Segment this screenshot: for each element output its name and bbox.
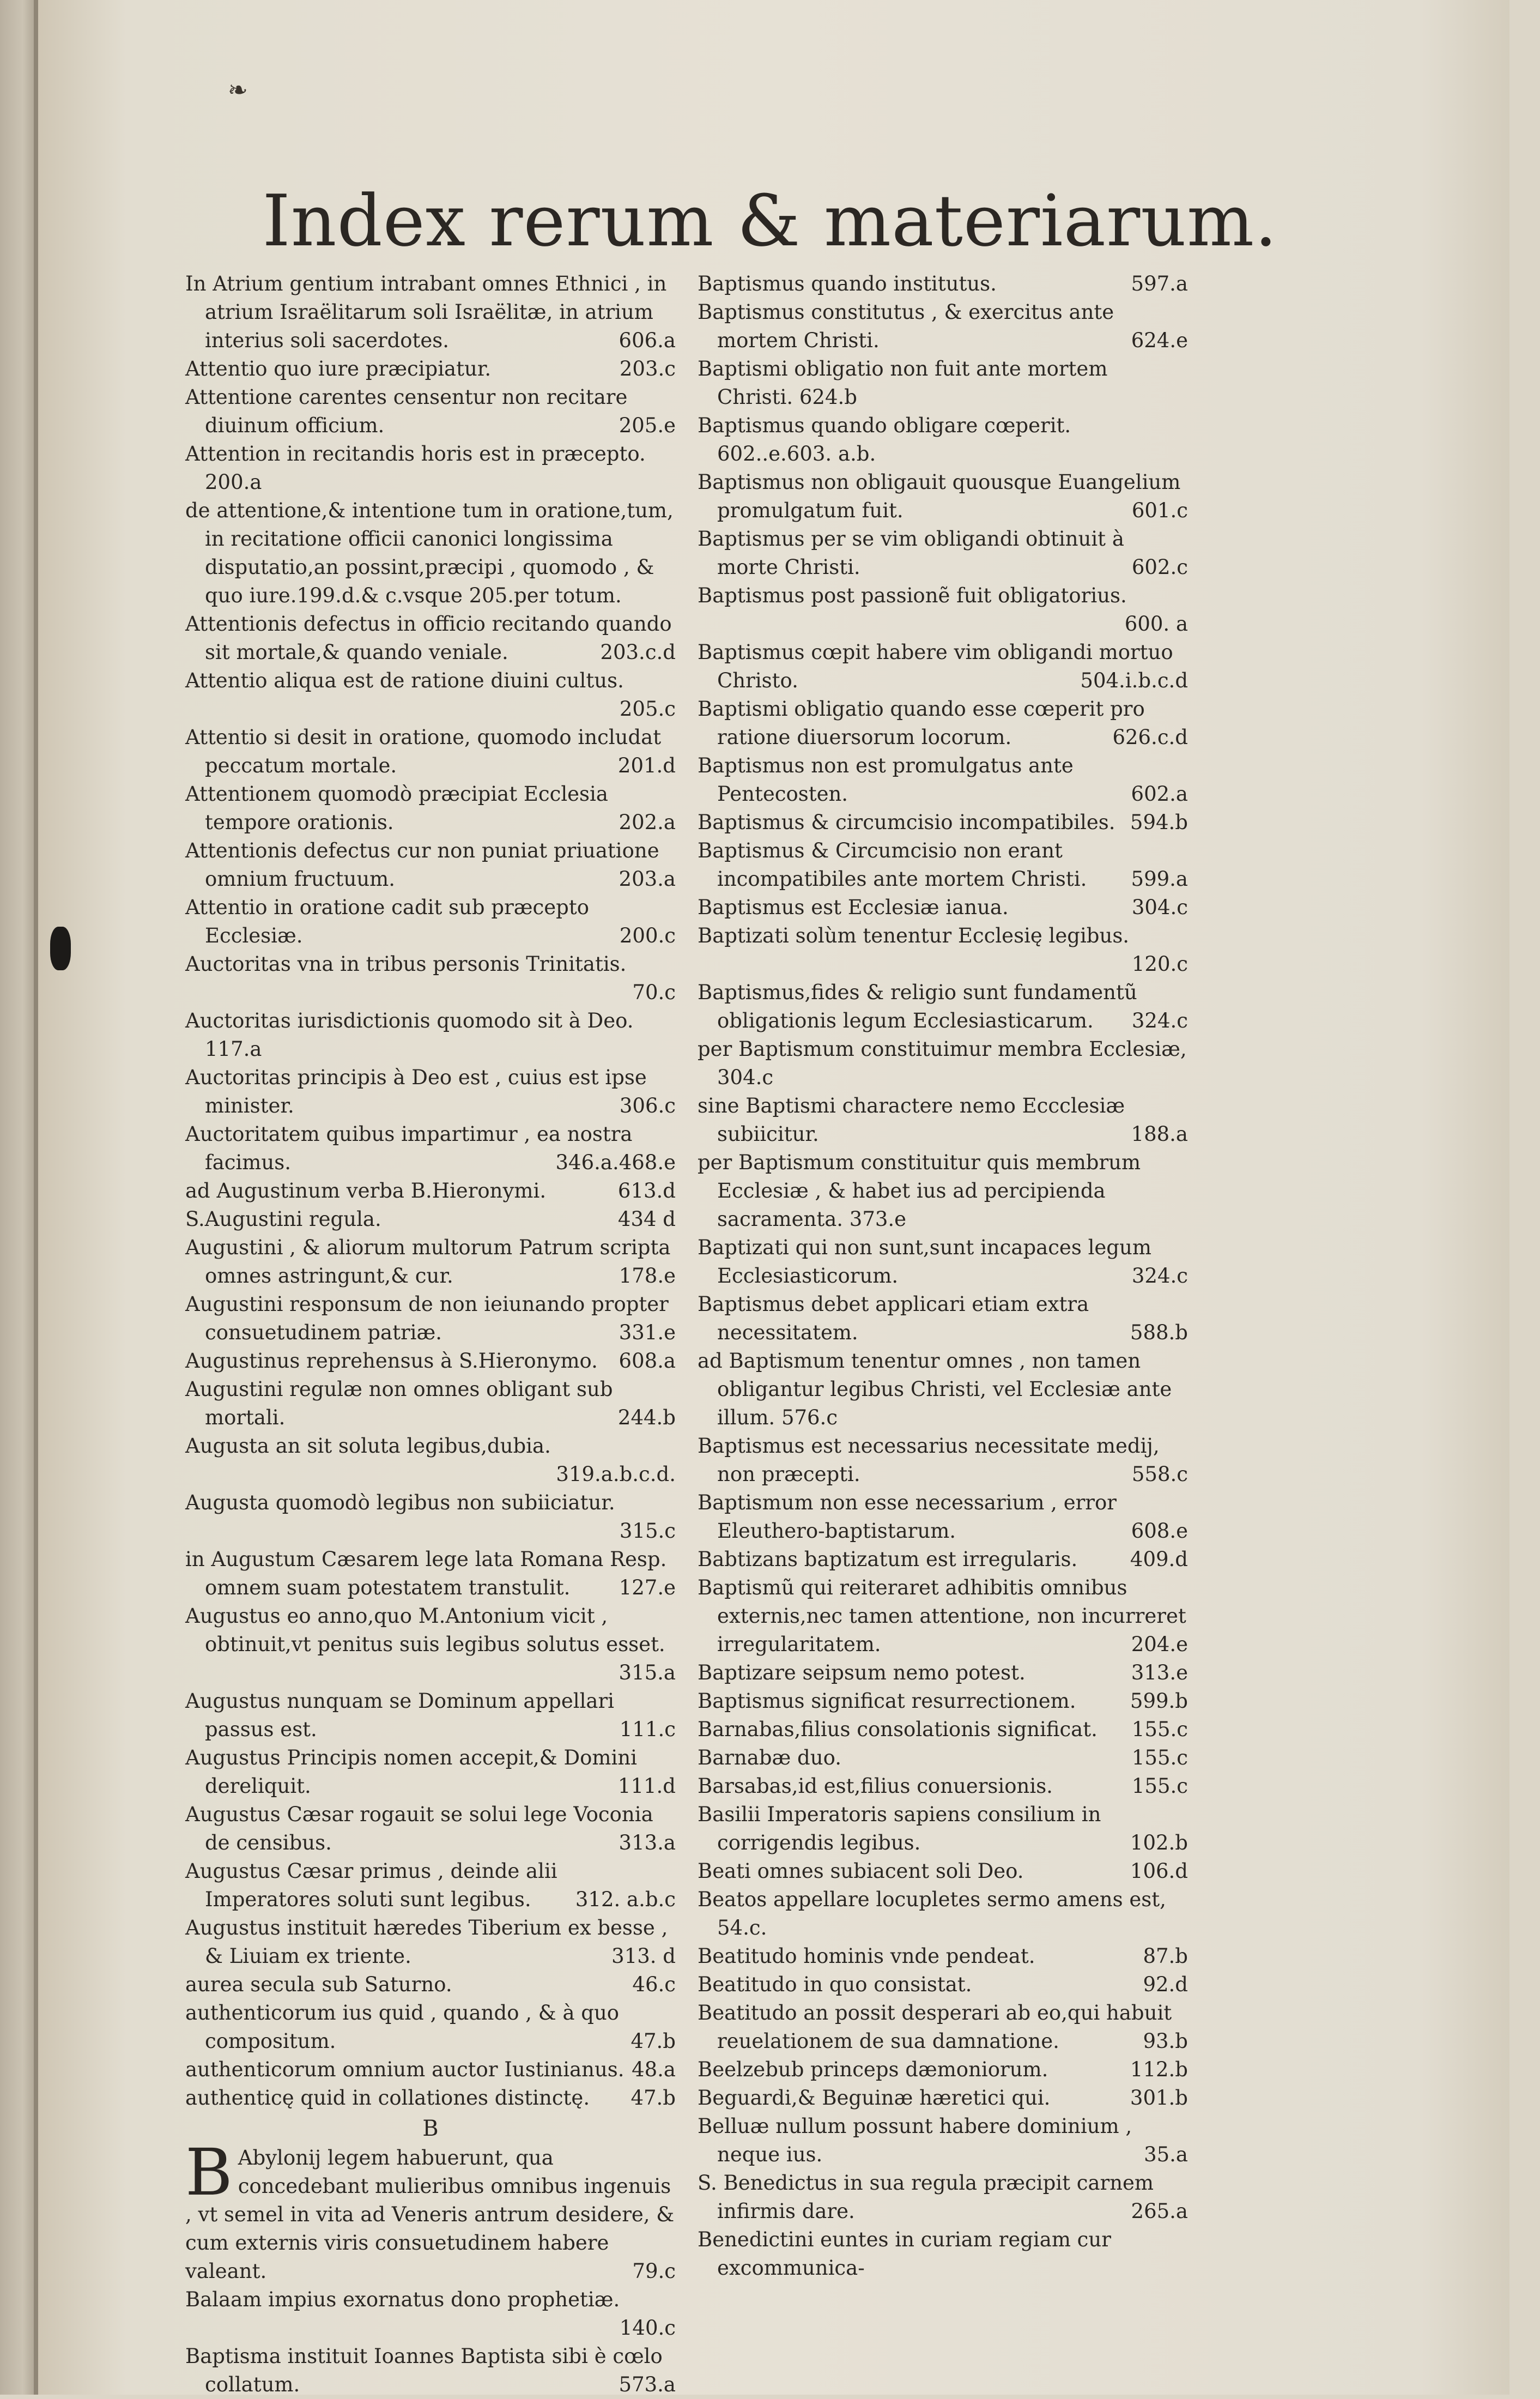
entry-page-ref: 599.b — [1130, 1689, 1188, 1713]
entry-text: Attentionis defectus cur non puniat priuatione omnium fructuum. — [185, 839, 659, 891]
section-letter-b: B — [422, 2116, 439, 2141]
entry-page-ref: 127.e — [619, 1576, 676, 1599]
entry-text: Beatitudo an possit desperari ab eo,qui habuit reuelationem de sua damnatione. — [698, 2001, 1172, 2053]
entry-page-ref: 588.b — [1130, 1321, 1188, 1344]
index-entry — [698, 1687, 1188, 1715]
index-entry — [185, 1999, 676, 2056]
entry-page-ref: 600. a — [1124, 612, 1188, 636]
index-entry — [185, 1347, 676, 1375]
index-entry — [698, 1942, 1188, 1971]
entry-page-ref: 624.e — [1131, 329, 1188, 352]
entry-page-ref: 558.c — [1131, 1463, 1188, 1486]
index-entry — [698, 582, 1188, 638]
index-entry — [698, 837, 1188, 893]
index-entry — [698, 1545, 1188, 1574]
book-gutter — [0, 0, 38, 2395]
entry-page-ref: 140.c — [619, 2316, 676, 2340]
entry-page-ref: 409.d — [1130, 1548, 1188, 1571]
index-entry — [185, 1375, 676, 1432]
dropcap: B — [185, 2135, 233, 2210]
entry-page-ref: 504.i.b.c.d — [1080, 669, 1188, 692]
entry-text: authenticę quid in collationes distinctę. — [185, 2086, 590, 2110]
index-entry — [185, 1744, 676, 1800]
entry-page-ref: 601.c — [1131, 499, 1188, 522]
entry-text: aurea secula sub Saturno. — [185, 1973, 452, 1996]
entry-page-ref: 111.d — [617, 1774, 676, 1798]
index-entry — [185, 383, 676, 440]
index-entry — [698, 270, 1188, 298]
page-fold — [34, 0, 38, 2395]
index-entry — [698, 468, 1188, 525]
index-entry — [185, 1857, 676, 1914]
index-entry — [185, 667, 676, 723]
left-entries-b — [185, 2286, 676, 2399]
entry-page-ref: 47.b — [630, 2029, 676, 2053]
entry-page-ref: 319.a.b.c.d. — [556, 1463, 676, 1486]
index-entry — [185, 1120, 676, 1177]
index-entry — [698, 2169, 1188, 2226]
entry-text: sine Baptismi charactere nemo Eccclesiæ subiicitur. — [698, 1094, 1125, 1146]
entry-page-ref: 47.b — [630, 2086, 676, 2110]
index-entry — [698, 893, 1188, 922]
index-entry — [698, 525, 1188, 582]
entry-page-ref: 204.e — [1131, 1633, 1188, 1656]
index-entry — [185, 1914, 676, 1971]
index-entry — [185, 1489, 676, 1545]
entry-text: Baptismus debet applicari etiam extra necessitatem. — [698, 1292, 1089, 1344]
entry-text: Baptismus per se vim obligandi obtinuit à morte Christi. — [698, 527, 1124, 579]
entry-page-ref: 573.a — [619, 2373, 676, 2396]
index-entry — [698, 412, 1188, 468]
right-entries — [698, 270, 1188, 2282]
entry-page-ref: 608.a — [619, 1349, 676, 1373]
index-entry — [185, 355, 676, 383]
index-entry — [698, 1772, 1188, 1800]
entry-text: ad Augustinum verba B.Hieronymi. — [185, 1179, 547, 1202]
entry-text: Augustini , & aliorum multorum Patrum scripta omnes astringunt,& cur. — [185, 1236, 671, 1288]
index-entry — [698, 355, 1188, 412]
index-entry — [698, 1715, 1188, 1744]
index-entry — [698, 1744, 1188, 1772]
entry-page-ref: 155.c — [1131, 1746, 1188, 1769]
entry-page-ref: 312. a.b.c — [575, 1888, 676, 1911]
entry-page-ref: 188.a — [1131, 1122, 1188, 1146]
index-entry — [185, 1063, 676, 1120]
entry-page-ref: 48.a — [632, 2058, 676, 2081]
right-column — [698, 270, 1188, 2282]
entry-text: Baptismus & circumcisio incompatibiles. — [698, 811, 1115, 834]
entry-text: Baptismus post passionẽ fuit obligatorius. — [698, 584, 1127, 607]
entry-page-ref: 203.c — [619, 357, 676, 380]
entry-page-ref: 155.c — [1131, 1718, 1188, 1741]
entry-page-ref: 331.e — [619, 1321, 676, 1344]
entry-text: Augustus eo anno,quo M.Antonium vicit , obtinuit,vt penitus suis legibus solutus esset. — [185, 1604, 665, 1656]
entry-text: Augustini responsum de non ieiunando propter consuetudinem patriæ. — [185, 1292, 669, 1344]
entry-text: authenticorum omnium auctor Iustinianus. — [185, 2058, 625, 2081]
entry-text: ad Baptismum tenentur omnes , non tamen obligantur legibus Christi, vel Ecclesiæ ante illum. 576.c — [698, 1349, 1172, 1429]
entry-page-ref: 265.a — [1131, 2199, 1188, 2223]
index-entry — [698, 1886, 1188, 1942]
entry-page-ref: 313.e — [1131, 1661, 1188, 1684]
entry-text: per Baptismum constituimur membra Ecclesiæ, 304.c — [698, 1037, 1187, 1089]
index-entry — [698, 1035, 1188, 1092]
entry-text: Augusta quomodò legibus non subiiciatur. — [185, 1491, 615, 1514]
index-entry — [185, 1602, 676, 1687]
index-entry — [698, 922, 1188, 978]
index-entry — [698, 1489, 1188, 1545]
entry-page-ref: 35.a — [1144, 2143, 1188, 2166]
entry-text: authenticorum ius quid , quando , & à quo compositum. — [185, 2001, 620, 2053]
entry-text: Baptizare seipsum nemo potest. — [698, 1661, 1026, 1684]
index-entry — [185, 893, 676, 950]
entry-page-ref: 93.b — [1143, 2029, 1188, 2053]
entry-text: S.Augustini regula. — [185, 1207, 381, 1231]
entry-text: Baptismus quando institutus. — [698, 272, 997, 295]
index-entry — [185, 1007, 676, 1063]
entry-page-ref: 594.b — [1130, 811, 1188, 834]
entry-text: Balaam impius exornatus dono prophetiæ. — [185, 2288, 620, 2311]
index-entry — [185, 2342, 676, 2399]
entry-page-ref: 301.b — [1130, 2086, 1188, 2110]
entry-page-ref: 597.a — [1131, 272, 1188, 295]
entry-text: Augustinus reprehensus à S.Hieronymo. — [185, 1349, 598, 1373]
index-entry — [698, 2056, 1188, 2084]
index-entry — [698, 1574, 1188, 1659]
index-entry — [698, 2112, 1188, 2169]
entry-page-ref: 608.e — [1131, 1519, 1188, 1543]
index-entry — [185, 2286, 676, 2342]
entry-page-ref: 92.d — [1143, 1973, 1188, 1996]
entry-page-ref: 306.c — [619, 1094, 676, 1117]
binding-mark — [50, 927, 71, 970]
entry-page-ref: 201.d — [617, 754, 676, 777]
index-entry — [185, 1971, 676, 1999]
entry-page-ref: 112.b — [1130, 2058, 1188, 2081]
entry-text: Baptismus constitutus , & exercitus ante mortem Christi. — [698, 300, 1114, 352]
entry-page-ref: 203.a — [619, 867, 676, 891]
entry-page-ref: 178.e — [619, 1264, 676, 1288]
entry-text: Attentionis defectus in officio recitando quando sit mortale,& quando veniale. — [185, 612, 672, 664]
entry-text: Auctoritas principis à Deo est , cuius est ipse minister. — [185, 1066, 647, 1117]
entry-text: Beguardi,& Beguinæ hæretici qui. — [698, 2086, 1051, 2110]
entry-page-ref: 626.c.d — [1112, 726, 1188, 749]
entry-page-ref: 155.c — [1131, 1774, 1188, 1798]
entry-text: per Baptismum constituitur quis membrum Ecclesiæ , & habet ius ad percipienda sacramenta. 373.e — [698, 1151, 1141, 1231]
entry-text: Baptizati solùm tenentur Ecclesię legibus. — [698, 924, 1130, 947]
entry-text: Beatitudo hominis vnde pendeat. — [698, 1944, 1035, 1968]
entry-text: Baptismi obligatio non fuit ante mortem Christi. 624.b — [698, 357, 1108, 409]
index-entry — [698, 752, 1188, 808]
entry-text: Augustini regulæ non omnes obligant sub mortali. — [185, 1377, 613, 1429]
index-entry — [185, 2084, 676, 2112]
entry-text: S. Benedictus in sua regula præcipit carnem infirmis dare. — [698, 2171, 1154, 2223]
index-entry — [185, 950, 676, 1007]
entry-page-ref: 200.c — [619, 924, 676, 947]
index-entry — [185, 1177, 676, 1205]
index-entry — [698, 638, 1188, 695]
entry-page-ref: 304.c — [1131, 896, 1188, 919]
index-entry — [698, 1857, 1188, 1886]
entry-text: Barnabas,filius consolationis significat. — [698, 1718, 1098, 1741]
entry-page-ref: 87.b — [1143, 1944, 1188, 1968]
index-entry — [185, 1290, 676, 1347]
index-entry — [185, 1800, 676, 1857]
index-entry — [698, 1234, 1188, 1290]
entry-text: Augustus Principis nomen accepit,& Domini dereliquit. — [185, 1746, 638, 1798]
entry-page-ref: 602.a — [1131, 782, 1188, 806]
entry-text: Auctoritatem quibus impartimur , ea nostra facimus. — [185, 1122, 633, 1174]
entry-text: Auctoritas iurisdictionis quomodo sit à Deo. 117.a — [185, 1009, 634, 1061]
entry-text: Baptismus non est promulgatus ante Pentecosten. — [698, 754, 1074, 806]
index-entry — [698, 1432, 1188, 1489]
entry-page-ref: 313. d — [611, 1944, 676, 1968]
entry-page-ref: 120.c — [1131, 952, 1188, 976]
index-entry — [185, 610, 676, 667]
index-entry — [698, 1092, 1188, 1149]
entry-text: Baptismus non obligauit quousque Euangelium promulgatum fuit. — [698, 470, 1181, 522]
index-entry — [698, 808, 1188, 837]
entry-text: Baptizati qui non sunt,sunt incapaces legum Ecclesiasticorum. — [698, 1236, 1151, 1288]
index-entry — [185, 1432, 676, 1489]
entry-page-ref: 79.c — [632, 2259, 676, 2283]
entry-text: Beati omnes subiacent soli Deo. — [698, 1859, 1024, 1883]
entry-page-ref: 205.c — [619, 697, 676, 721]
entry-text: Baptismũ qui reiteraret adhibitis omnibus externis,nec tamen attentione, non incurreret irregularitatem. — [698, 1576, 1186, 1656]
entry-text: Attention in recitandis horis est in præcepto. 200.a — [185, 442, 646, 494]
entry-page-ref: 599.a — [1131, 867, 1188, 891]
entry-text: Attentio in oratione cadit sub præcepto Ecclesiæ. — [185, 896, 589, 947]
entry-text: Baptismum non esse necessarium , error Eleuthero-baptistarum. — [698, 1491, 1117, 1543]
index-entry — [185, 780, 676, 837]
entry-text: Baptismus quando obligare cœperit. 602..e.603. a.b. — [698, 414, 1071, 466]
entry-text: Baptismus cœpit habere vim obligandi mortuo Christo. — [698, 640, 1173, 692]
index-entry — [185, 440, 676, 497]
index-entry — [698, 1290, 1188, 1347]
entry-page-ref: 315.c — [619, 1519, 676, 1543]
index-entry — [698, 1800, 1188, 1857]
head-mark: ❧ — [228, 76, 248, 104]
index-entry — [185, 2056, 676, 2084]
entry-page-ref: 324.c — [1131, 1009, 1188, 1032]
entry-text: Augustus instituit hæredes Tiberium ex besse , & Liuiam ex triente. — [185, 1916, 668, 1968]
entry-page-ref: 602.c — [1131, 555, 1188, 579]
entry-text: Babtizans baptizatum est irregularis. — [698, 1548, 1078, 1571]
entry-text: Augustus Cæsar primus , deinde alii Imperatores soluti sunt legibus. — [185, 1859, 557, 1911]
entry-page-ref: 313.a — [619, 1831, 676, 1854]
entry-page-ref: 202.a — [619, 811, 676, 834]
index-entry — [698, 1347, 1188, 1432]
entry-text: Augusta an sit soluta legibus,dubia. — [185, 1434, 551, 1458]
index-entry — [698, 978, 1188, 1035]
entry-text: Baptismus significat resurrectionem. — [698, 1689, 1076, 1713]
index-entry — [698, 298, 1188, 355]
index-entry — [698, 2084, 1188, 2112]
entry-text: Auctoritas vna in tribus personis Trinitatis. — [185, 952, 627, 976]
entry-text: Benedictini euntes in curiam regiam cur excommunica- — [698, 2228, 1111, 2280]
entry-page-ref: 434 d — [617, 1207, 676, 1231]
left-entries — [185, 270, 676, 2112]
index-entry — [698, 1999, 1188, 2056]
entry-text: in Augustum Cæsarem lege lata Romana Resp. omnem suam potestatem transtulit. — [185, 1548, 667, 1599]
entry-text: Augustus nunquam se Dominum appellari passus est. — [185, 1689, 614, 1741]
entry-page-ref: 346.a.468.e — [555, 1151, 676, 1174]
index-entry-babylonij — [185, 2135, 676, 2286]
entry-page-ref: 324.c — [1131, 1264, 1188, 1288]
entry-text: Belluæ nullum possunt habere dominium , neque ius. — [698, 2114, 1132, 2166]
entry-page-ref: 244.b — [617, 1406, 676, 1429]
entry-text: Baptismus,fides & religio sunt fundamentũ obligationis legum Ecclesiasticarum. — [698, 981, 1137, 1032]
index-entry — [185, 1545, 676, 1602]
index-entry — [185, 497, 676, 610]
entry-text: Baptismus est necessarius necessitate medij, non præcepti. — [698, 1434, 1160, 1486]
entry-page-ref: 315.a — [619, 1661, 676, 1684]
entry-text: Barnabæ duo. — [698, 1746, 841, 1769]
index-entry — [185, 1234, 676, 1290]
index-entry — [698, 695, 1188, 752]
entry-text: Barsabas,id est,filius conuersionis. — [698, 1774, 1053, 1798]
entry-text: Beelzebub princeps dæmoniorum. — [698, 2058, 1048, 2081]
entry-text: Abylonij legem habuerunt, qua concedebant mulieribus omnibus ingenuis , vt semel in vita ad Veneris antrum desidere, & cum externis viris consuetudinem habere valeant. — [185, 2146, 675, 2283]
entry-page-ref: 111.c — [619, 1718, 676, 1741]
entry-page-ref: 203.c.d — [600, 640, 676, 664]
entry-text: Basilii Imperatoris sapiens consilium in corrigendis legibus. — [698, 1803, 1101, 1854]
page-title: Index rerum & materiarum. — [262, 179, 1278, 262]
entry-page-ref: 205.e — [619, 414, 676, 437]
entry-page-ref: 102.b — [1130, 1831, 1188, 1854]
entry-page-ref: 606.a — [619, 329, 676, 352]
index-entry — [185, 270, 676, 355]
entry-page-ref: 613.d — [617, 1179, 676, 1202]
index-entry — [185, 1687, 676, 1744]
entry-text: Attentionem quomodò præcipiat Ecclesia tempore orationis. — [185, 782, 608, 834]
entry-page-ref: 106.d — [1130, 1859, 1188, 1883]
index-entry — [698, 2226, 1188, 2282]
index-entry — [698, 1659, 1188, 1687]
entry-page-ref: 70.c — [632, 981, 676, 1004]
index-entry — [185, 837, 676, 893]
entry-text: de attentione,& intentione tum in oratione,tum, in recitatione officii canonici longissima disputatio,an possint,præcipi , quomodo , & quo iure.199.d.& c.vsque 205.per totum. — [185, 499, 674, 607]
entry-text: Baptismi obligatio quando esse cœperit pro ratione diuersorum locorum. — [698, 697, 1145, 749]
entry-text: Attentio si desit in oratione, quomodo includat peccatum mortale. — [185, 726, 662, 777]
index-entry — [185, 1205, 676, 1234]
index-entry — [698, 1149, 1188, 1234]
entry-text: In Atrium gentium intrabant omnes Ethnici , in atrium Israëlitarum soli Israëlitæ, in atrium interius soli sacerdotes. — [185, 272, 667, 352]
index-entry — [185, 723, 676, 780]
entry-page-ref: 46.c — [632, 1973, 676, 1996]
entry-text: Augustus Cæsar rogauit se solui lege Voconia de censibus. — [185, 1803, 653, 1854]
entry-text: Attentio quo iure præcipiatur. — [185, 357, 492, 380]
index-entry — [698, 1971, 1188, 1999]
entry-text: Attentio aliqua est de ratione diuini cultus. — [185, 669, 624, 692]
entry-text: Baptismus & Circumcisio non erant incompatibiles ante mortem Christi. — [698, 839, 1087, 891]
entry-text: Baptisma instituit Ioannes Baptista sibi è cœlo collatum. — [185, 2344, 663, 2396]
entry-text: Attentione carentes censentur non recitare diuinum officium. — [185, 385, 628, 437]
left-column — [185, 270, 676, 2399]
entry-text: Beatitudo in quo consistat. — [698, 1973, 972, 1996]
entry-text: Baptismus est Ecclesiæ ianua. — [698, 896, 1009, 919]
entry-text: Beatos appellare locupletes sermo amens est, 54.c. — [698, 1888, 1166, 1939]
